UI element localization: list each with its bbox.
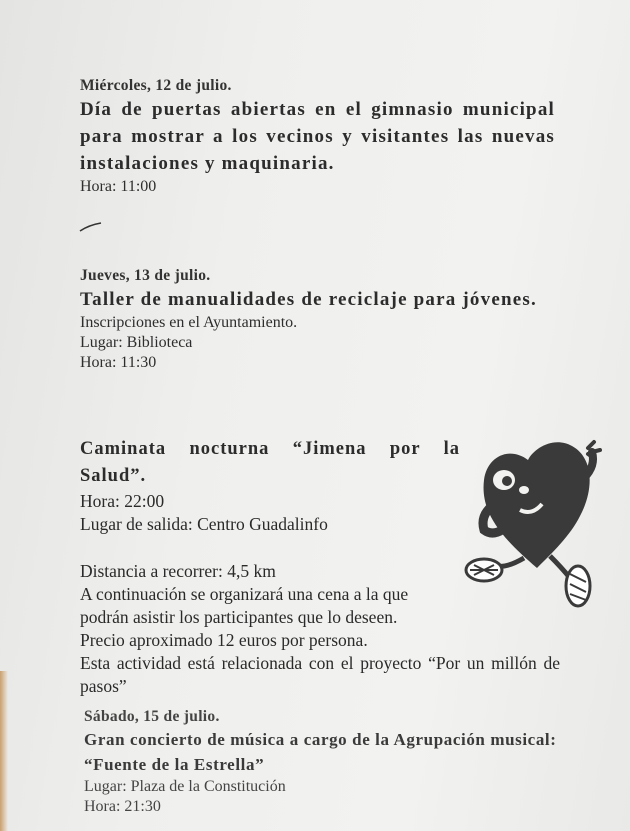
event-place: Lugar: Biblioteca (80, 334, 193, 351)
event-dinner-line-1: A continuación se organizará una cena a la que (80, 584, 409, 604)
event-start-place: Lugar de salida: Centro Guadalinfo (80, 514, 328, 534)
event-caminata (80, 436, 460, 536)
event-title: Caminata nocturna “Jimena por la Salud”. (80, 439, 460, 486)
event-title: Día de puertas abiertas en el gimnasio municipal para mostrar a los vecinos y visitantes las nuevas instalaciones y maquinaria. (80, 99, 555, 174)
event-title: Gran concierto de música a cargo de la Agrupación musical: “Fuente de la Estrella” (84, 730, 557, 774)
running-heart-icon (462, 418, 612, 608)
event-time: Hora: 11:30 (80, 354, 157, 371)
pen-mark-icon (79, 222, 103, 232)
event-project: Esta actividad está relacionada con el proyecto “Por un millón de pasos” (80, 653, 560, 696)
event-distance: Distancia a recorrer: 4,5 km (80, 561, 276, 581)
event-time: Hora: 22:00 (80, 491, 165, 511)
event-date: Sábado, 15 de julio. (84, 708, 220, 725)
event-dinner-line-2: podrán asistir los participantes que lo deseen. (80, 607, 398, 627)
event-time: Hora: 21:30 (84, 798, 161, 815)
event-date: Jueves, 13 de julio. (80, 267, 211, 284)
event-place: Lugar: Plaza de la Constitución (84, 778, 286, 795)
event-price: Precio aproximado 12 euros por persona. (80, 630, 368, 650)
event-taller (80, 266, 555, 373)
event-gimnasio (80, 76, 555, 197)
event-concierto (84, 707, 614, 817)
event-time: Hora: 11:00 (80, 178, 157, 195)
event-registration: Inscripciones en el Ayuntamiento. (80, 314, 298, 331)
event-title: Taller de manualidades de reciclaje para jóvenes. (80, 289, 537, 310)
event-date: Miércoles, 12 de julio. (80, 77, 232, 94)
